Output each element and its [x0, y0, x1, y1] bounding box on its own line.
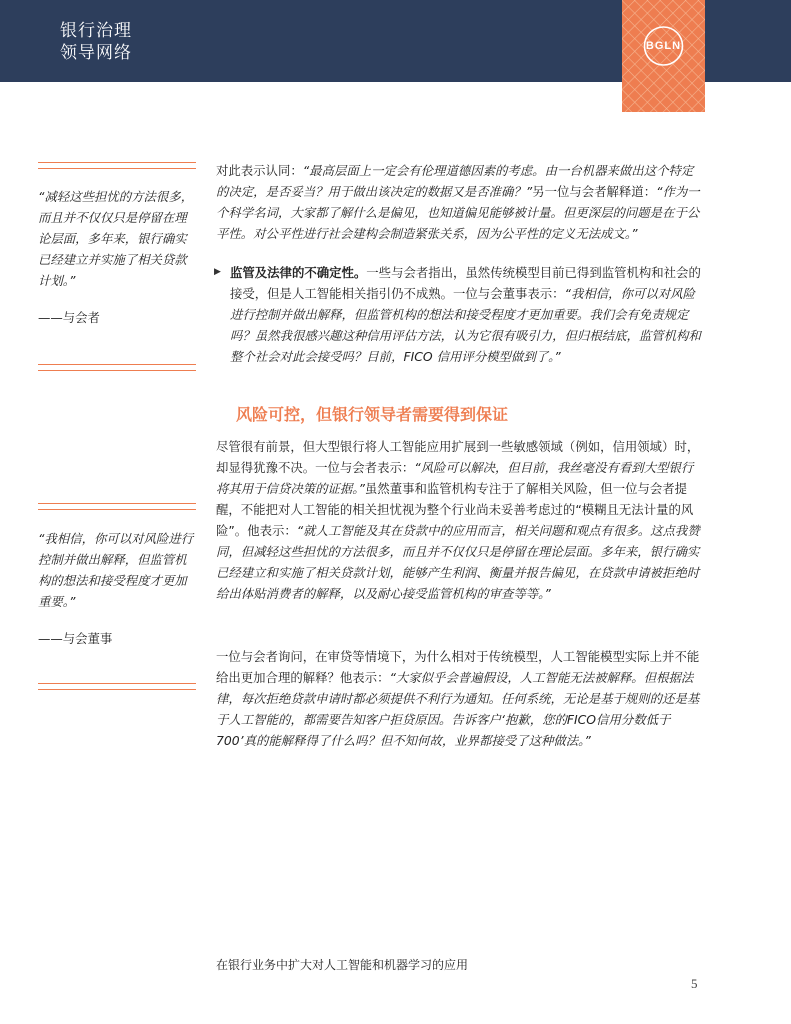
bullet-arrow-icon: ▶	[214, 267, 221, 277]
pull-quote-1-attribution: ——与会者	[38, 310, 100, 325]
bullet-text: 一些与会者指出，虽然传统模型目前已得到监管机构和社会的接受，但是人工智能相关指引仍不成熟。一位与会董事表示：	[230, 265, 701, 301]
pull-quote-2-text: “我相信，你可以对风险进行控制并做出解释，但监管机构的想法和接受程度才更加重要。”	[38, 531, 194, 609]
pull-quote-2-attribution: ——与会董事	[38, 631, 113, 646]
bullet-bold-lead: 监管及法律的不确定性。	[230, 265, 367, 280]
pull-quote-1-text: “减轻这些担忧的方法很多，而且并不仅仅只是停留在理论层面，多年来，银行确实已经建立并实施了相关贷款计划。”	[38, 189, 194, 288]
para2-text-a: 尽管很有前景，但大型银行将人工智能应用扩展到一些敏感领域（例如，信用领域）时，却显得犹豫不决。一位与会者表示：	[216, 439, 700, 475]
pull-quote-rule-bottom	[38, 364, 196, 371]
main-paragraph-3	[216, 646, 702, 751]
para2-quote-a: “风险可以解决，但目前，我丝毫没有看到大型银行将其用于信贷决策的证据。”	[216, 460, 694, 496]
pull-quote-2	[38, 528, 198, 649]
page-number: 5	[691, 976, 698, 991]
para1-quote-a: “最高层面上一定会有伦理道德因素的考虑。由一台机器来做出这个特定的决定，是否妥当？用于做出该决定的数据又是否准确？”	[216, 163, 694, 199]
main-paragraph-1	[216, 160, 702, 244]
para1-quote-b: “作为一个科学名词，大家都了解什么是偏见，也知道偏见能够被计量。但更深层的问题是在于公平性。对公平性进行社会建构会制造紧张关系，因为公平性的定义无法成文。”	[216, 184, 700, 241]
para2-quote-b: “就人工智能及其在贷款中的应用而言，相关问题和观点有很多。这点我赞同，但减轻这些担忧的方法很多，而且并不仅仅只是停留在理论层面。多年来，银行确实已经建立和实施了相关贷款计划，能够产生利润、衡量并报告偏见，在贷款申请被拒绝时给出体贴消费者的解释，以及耐心接受监管机构的审查等等。”	[216, 523, 700, 601]
para1-text-a: 对此表示认同：	[216, 163, 303, 178]
pull-quote-rule-bottom	[38, 683, 196, 690]
main-paragraph-2	[216, 436, 702, 604]
logo-text: BGLN	[645, 40, 682, 52]
para3-text-a: 一位与会者询问，在审贷等情境下，为什么相对于传统模型，人工智能模型实际上并不能给出更加合理的解释？他表示：	[216, 649, 700, 685]
brand-line-1: 银行治理	[60, 21, 132, 41]
footer-title: 在银行业务中扩大对人工智能和机器学习的应用	[216, 958, 469, 972]
para3-quote: “大家似乎会普遍假设，人工智能无法被解释。但根据法律，每次拒绝贷款申请时都必须提供不利行为通知。任何系统，无论是基于规则的还是基于人工智能的，都需要告知客户拒贷原因。告诉客户‘抱歉，您的FICO信用分数低于700’真的能解释得了什么吗？但不知何故，业界都接受了这种做法。”	[216, 670, 700, 748]
pull-quote-rule-top	[38, 162, 196, 169]
brand-title	[60, 20, 132, 64]
pull-quote-rule-top	[38, 503, 196, 510]
para2-text-b: 虽然董事和监管机构专注于了解相关风险，但一位与会者提醒，不能把对人工智能的相关担忧视为整个行业尚未妥善考虑过的“模糊且无法计量的风险”。他表示：	[216, 481, 694, 538]
brand-line-2: 领导网络	[60, 43, 132, 63]
para1-text-b: 另一位与会者解释道：	[532, 184, 657, 199]
section-heading: 风险可控，但银行领导者需要得到保证	[236, 405, 509, 424]
pull-quote-1	[38, 186, 198, 328]
bullet-quote: “我相信，你可以对风险进行控制并做出解释，但监管机构的想法和接受程度才更加重要。我们会有免责规定吗？虽然我很感兴趣这种信用评估方法，认为它很有吸引力，但归根结底，监管机构和整个社会对此会接受吗？目前，FICO 信用评分模型做到了。”	[230, 286, 701, 364]
bgln-logo	[622, 0, 705, 112]
